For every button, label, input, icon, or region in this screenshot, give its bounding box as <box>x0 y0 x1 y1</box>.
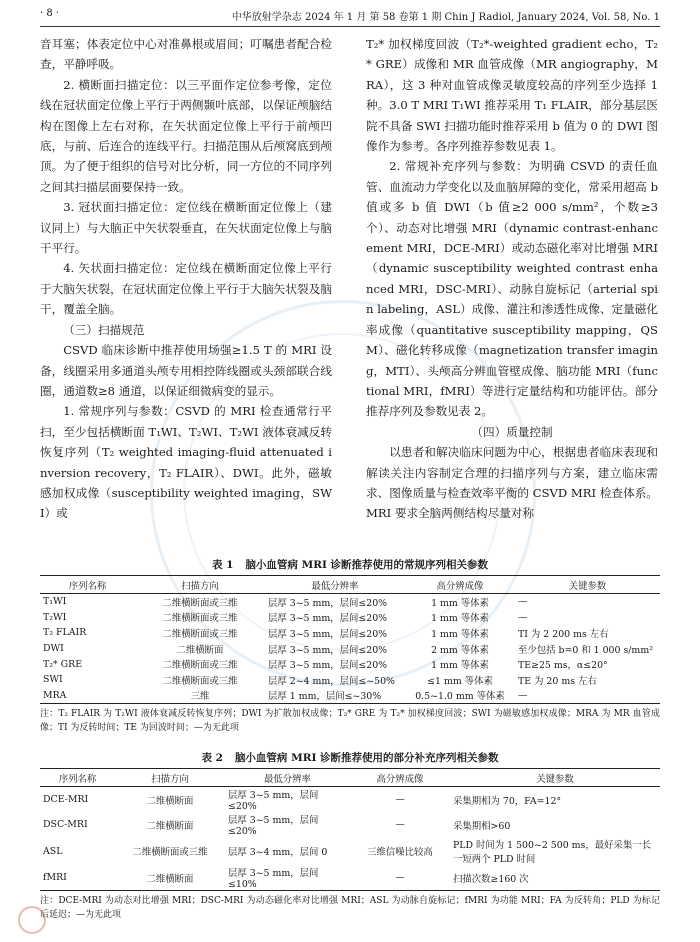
table-cell: 三维信噪比较高 <box>367 847 433 858</box>
paragraph: 1. 常规序列与参数：CSVD 的 MRI 检查通常行平扫，至少包括横断面 T₁WI、T₂WI、T₂WI 液体衰减反转恢复序列（T₂ weighted imaging-fluid attenuated inversion recovery，T₂ FLAIR）、DWI。此外，磁敏感加权成像（susceptibility weighted imaging，SWI）或 <box>40 404 332 521</box>
table-cell: 0.5~1.0 mm 等体素 <box>415 691 505 703</box>
table-cell: TE 为 20 ms 左右 <box>518 675 597 687</box>
table-cell: PLD 时间为 1 500~2 500 ms，最好采集一长一短两个 PLD 时间 <box>453 840 651 865</box>
table-cell: 二维横断面 <box>146 820 194 832</box>
column-header: 序列名称 <box>58 773 97 785</box>
table-row <box>40 641 660 657</box>
right-text-column <box>366 34 658 524</box>
table-cell: DWI <box>43 643 64 655</box>
table-cell: 层厚 1 mm，层间≤~30% <box>268 691 382 703</box>
table-1-note: 注：T₂ FLAIR 为 T₂WI 液体衰减反转恢复序列；DWI 为扩散加权成像；T₂* GRE 为 T₂* 加权梯度回波；SWI 为磁敏感加权成像；MRA 为 MR 血管成像；TI 为反转时间；TE 为回波时间；—为无此项 <box>40 709 660 733</box>
table-2-caption <box>40 748 660 768</box>
paragraph: 以患者和解决临床问题为中心，根据患者临床表现和解读关注内容制定合理的扫描序列与方案，建立临床需求、图像质量与检查效率平衡的 CSVD MRI 检查体系。MRI 要求全脑两侧结构尽量对称 <box>366 445 658 521</box>
table-cell: 1 mm 等体素 <box>431 597 489 609</box>
table-cell: T₁WI <box>43 596 67 608</box>
table-cell: 层厚 3~5 mm，层间≤20% <box>268 660 388 672</box>
table-cell: 层厚 3~5 mm，层间≤20% <box>268 613 388 625</box>
table-cell: 层厚 3~5 mm，层间≤20% <box>228 790 319 812</box>
journal-citation: 中华放射学杂志 2024 年 1 月 第 58 卷第 1 期 Chin J Radiol, January 2024, Vol. 58, No. 1 <box>231 12 660 23</box>
table-cell: 2 mm 等体素 <box>431 644 489 656</box>
table-cell: T₂* GRE <box>43 658 83 670</box>
table-cell: TE≥25 ms，α≤20° <box>518 660 608 672</box>
table-cell: 二维横断面或三维 <box>132 847 208 858</box>
table-cell: 层厚 3~5 mm，层间≤20% <box>228 815 319 837</box>
table-cell: 层厚 3~5 mm，层间≤20% <box>268 628 388 640</box>
table-cell: TI 为 2 200 ms 左右 <box>518 628 609 640</box>
paragraph: 2. 常规补充序列与参数：为明确 CSVD 的责任血管、血流动力学变化以及血脑屏障的变化，常采用超高 b 值或多 b 值 DWI（b 值≥2 000 s/mm²，个数≥3 个）、动态对比增强 MRI（dynamic contrast-enhancement MRI，DCE-MRI）或动态磁化率对比增强 MRI（dynamic susceptibility weighted contrast enhanced MRI，DSC-MRI）、动脉自旋标记（arterial spin labeling，ASL）成像、灌注和渗透性成像、定量磁化率成像（quantitative susceptibility mapping，QSM）、磁化转移成像（magnetization transfer imaging，MTI）、头颅高分辨血管壁成像、脑功能 MRI（functional MRI，fMRI）等进行定量结构和功能评估。部分推荐序列及参数见表 2。 <box>366 159 658 419</box>
table-row <box>40 672 660 688</box>
paragraph: 2. 横断面扫描定位：以三平面作定位参考像，定位线在冠状面定位像上平行于两侧颞叶底部，以保证颅脑结构在图像上左右对称，在矢状面定位像上平行于前颅凹底，与前、后连合的连线平行。扫描范围从后颅窝底到颅顶。为了便于组织的信号对比分析，同一方位的不同序列之间其扫描层面要保持一致。 <box>40 77 332 194</box>
section-heading: （三）扫描规范 <box>63 322 145 337</box>
table-2-note: 注：DCE-MRI 为动态对比增强 MRI；DSC-MRI 为动态磁化率对比增强 MRI；ASL 为动脉自旋标记；fMRI 为功能 MRI；FA 为反转角；PLD 为标记后延迟；—为无此项 <box>40 896 660 920</box>
running-header <box>40 8 660 23</box>
table-cell: 二维横断面或三维 <box>162 613 238 625</box>
table-cell: 二维横断面 <box>146 795 194 807</box>
table-cell: T₂WI <box>43 611 67 623</box>
table-cell: MRA <box>43 689 67 701</box>
table-cell: 二维横断面或三维 <box>162 675 238 687</box>
paragraph: 音耳塞；体表定位中心对准鼻根或眉间；叮嘱患者配合检查，平静呼吸。 <box>40 37 332 72</box>
column-header: 关键参数 <box>568 580 607 592</box>
table-row <box>40 787 660 813</box>
column-header: 高分辨成像 <box>436 580 484 592</box>
table-row <box>40 837 660 865</box>
table-cell: SWI <box>43 674 63 686</box>
table-cell: 1 mm 等体素 <box>431 628 489 640</box>
table-row <box>40 656 660 672</box>
table-cell: 1 mm 等体素 <box>431 660 489 672</box>
paragraph: 4. 矢状面扫描定位：定位线在横断面定位像上平行于大脑矢状裂，在冠状面定位像上平行于大脑矢状裂及脑干，覆盖全脑。 <box>40 261 332 317</box>
column-header: 最低分辨率 <box>264 773 311 785</box>
table-2-number: 表 2 <box>201 752 223 764</box>
table-cell: 扫描次数≥160 次 <box>453 873 529 885</box>
table-cell: DSC-MRI <box>43 819 88 830</box>
table-cell: T₂ FLAIR <box>43 627 87 639</box>
table-row <box>40 865 660 891</box>
table-1-title: 脑小血管病 MRI 诊断推荐使用的常规序列相关参数 <box>245 559 489 571</box>
table-cell: 采集期相为 70，FA=12° <box>453 795 562 807</box>
table-cell: 至少包括 b=0 和 1 000 s/mm² <box>518 644 653 656</box>
table-cell: 二维横断面或三维 <box>162 660 238 672</box>
table-cell: ≤1 mm 等体素 <box>427 675 493 687</box>
column-header: 最低分辨率 <box>311 580 359 592</box>
publisher-logo <box>18 906 46 934</box>
table-cell: DCE-MRI <box>43 794 89 805</box>
table-2-title: 脑小血管病 MRI 诊断推荐使用的部分补充序列相关参数 <box>234 752 499 764</box>
table-cell: 层厚 2~4 mm，层间≤~50% <box>268 675 395 687</box>
page-number: · 8 · <box>40 8 60 19</box>
table-cell: — <box>395 872 405 883</box>
table-1 <box>40 555 660 735</box>
table-cell: 层厚 3~4 mm，层间 0 <box>228 847 328 858</box>
table-cell: 采集期相>60 <box>453 820 511 832</box>
table-row <box>40 688 660 704</box>
table-cell: 层厚 3~5 mm，层间≤20% <box>268 644 388 656</box>
table-cell: 层厚 3~5 mm，层间≤10% <box>228 868 319 890</box>
column-header: 扫描方向 <box>181 580 219 592</box>
table-cell: 层厚 3~5 mm，层间≤20% <box>268 597 388 609</box>
table-cell: ASL <box>43 845 63 857</box>
column-header: 关键参数 <box>536 773 574 785</box>
table-cell: 1 mm 等体素 <box>431 613 489 625</box>
table-row <box>40 625 660 641</box>
table-1-number: 表 1 <box>211 559 234 571</box>
table-cell: 三维 <box>190 691 210 703</box>
section-heading: （四）质量控制 <box>471 424 553 439</box>
table-1-caption <box>40 555 660 575</box>
table-row <box>40 812 660 837</box>
table-cell: — <box>395 819 405 830</box>
table-1-header-row <box>40 576 660 594</box>
paragraph: T₂* 加权梯度回波（T₂*-weighted gradient echo，T₂* GRE）成像和 MR 血管成像（MR angiography，MRA），这 3 种对血管成像灵敏度较高的序列至少选择 1 种。3.0 T MRI T₁WI 推荐采用 T₁ FLAIR，部分基层医院不具备 SWI 扫描功能时推荐采用 b 值为 0 的 DWI 图像作为参考。各序列推荐参数见表 1。 <box>366 37 658 154</box>
paragraph: CSVD 临床诊断中推荐使用场强≥1.5 T 的 MRI 设备，线圈采用多通道头颅专用相控阵线圈或头颈部联合线圈，通道数≥8 通道，以保证细微病变的显示。 <box>40 343 332 398</box>
column-header: 序列名称 <box>68 580 107 592</box>
header-rule <box>40 26 660 27</box>
table-cell: — <box>395 794 405 805</box>
table-cell: 二维横断面或三维 <box>162 597 238 609</box>
table-cell: — <box>518 611 528 623</box>
table-cell: 二维横断面 <box>176 644 224 656</box>
table-cell: fMRI <box>43 872 67 883</box>
left-text-column <box>40 34 332 524</box>
table-row <box>40 594 660 610</box>
table-cell: — <box>518 596 528 608</box>
table-cell: — <box>518 689 528 701</box>
column-header: 扫描方向 <box>151 773 189 785</box>
paragraph: 3. 冠状面扫描定位：定位线在横断面定位像上（建议同上）与大脑正中矢状裂垂直，在矢状面定位像上与脑干平行。 <box>40 200 332 256</box>
table-cell: 二维横断面或三维 <box>162 628 238 640</box>
publisher-seal-icon <box>18 906 46 934</box>
column-header: 高分辨成像 <box>376 773 424 785</box>
table-2-header-row <box>40 769 660 787</box>
table-cell: 二维横断面 <box>146 873 194 885</box>
table-row <box>40 610 660 626</box>
table-2 <box>40 748 660 922</box>
